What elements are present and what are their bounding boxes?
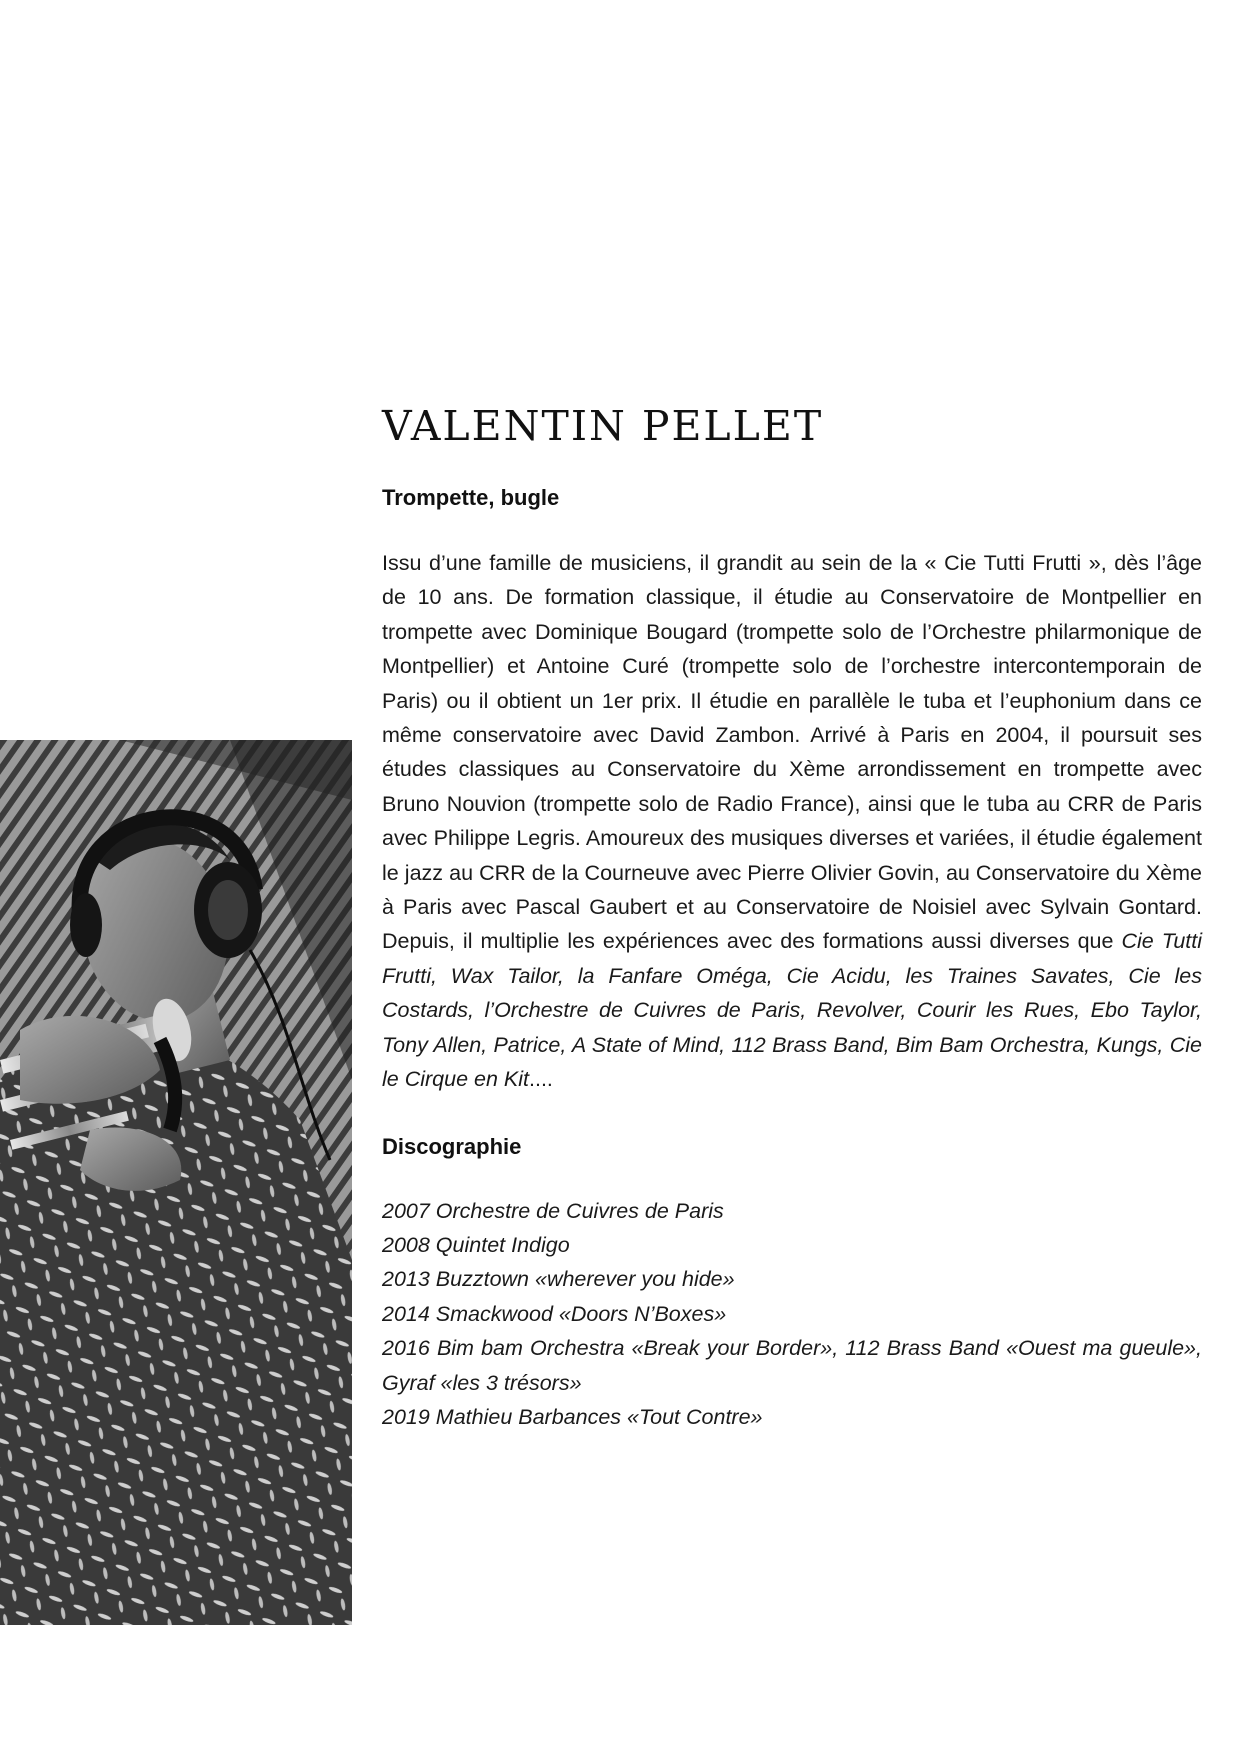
- discography-item: 2019 Mathieu Barbances «Tout Contre»: [382, 1404, 763, 1429]
- ensembles-list: Cie Tutti Frutti, Wax Tailor, la Fanfare Oméga, Cie Acidu, les Traines Savates, Cie les Costards, l’Orchestre de Cuivres de Paris, Revolver, Courir les Rues, Ebo Taylor, Tony Allen, Patrice, A State of Mind, 112 Brass Band, Bim Bam Orchestra, Kungs, Cie le Cirque en Kit: [382, 929, 1202, 1092]
- instruments-subtitle: Trompette, bugle: [382, 485, 560, 510]
- discography-item: 2016 Bim bam Orchestra «Break your Border», 112 Brass Band «Ouest ma gueule», Gyraf «les 3 trésors»: [382, 1336, 1202, 1395]
- biography-text: [382, 546, 1202, 1097]
- musician-name: VALENTIN PELLET: [382, 402, 824, 450]
- musician-photo: [0, 740, 352, 1625]
- discography-item: 2007 Orchestre de Cuivres de Paris: [382, 1198, 724, 1223]
- biography-body: Issu d’une famille de musiciens, il grandit au sein de la « Cie Tutti Frutti », dès l’âge de 10 ans. De formation classique, il étudie au Conservatoire de Montpellier en trompette avec Dominique Bougard (trompette solo de l’Orchestre philarmonique de Montpellier) et Antoine Curé (trompette solo de l’orchestre intercontemporain de Paris) ou il obtient un 1er prix. Il étudie en parallèle le tuba et l’euphonium dans ce même conservatoire avec David Zambon. Arrivé à Paris en 2004, il poursuit ses études classiques au Conservatoire du Xème arrondissement en trompette avec Bruno Nouvion (trompette solo de Radio France), ainsi que le tuba au CRR de Paris avec Philippe Legris. Amoureux des musiques diverses et variées, il étudie également le jazz au CRR de la Courneuve avec Pierre Olivier Govin, au Conservatoire du Xème à Paris avec Pascal Gaubert et au Conservatoire de Noisiel avec Sylvain Gontard. Depuis, il multiplie les expériences avec des formations aussi diverses que: [382, 551, 1202, 954]
- biography-section: [382, 400, 1202, 1434]
- discography-list: [382, 1194, 1202, 1435]
- discography-title: Discographie: [382, 1133, 522, 1159]
- discography-item: 2008 Quintet Indigo: [382, 1232, 570, 1257]
- discography-item: 2013 Buzztown «wherever you hide»: [382, 1267, 735, 1292]
- biography-ellipsis: ....: [529, 1067, 553, 1092]
- trumpet-player-image: [0, 740, 352, 1625]
- discography-item: 2014 Smackwood «Doors N’Boxes»: [382, 1301, 727, 1326]
